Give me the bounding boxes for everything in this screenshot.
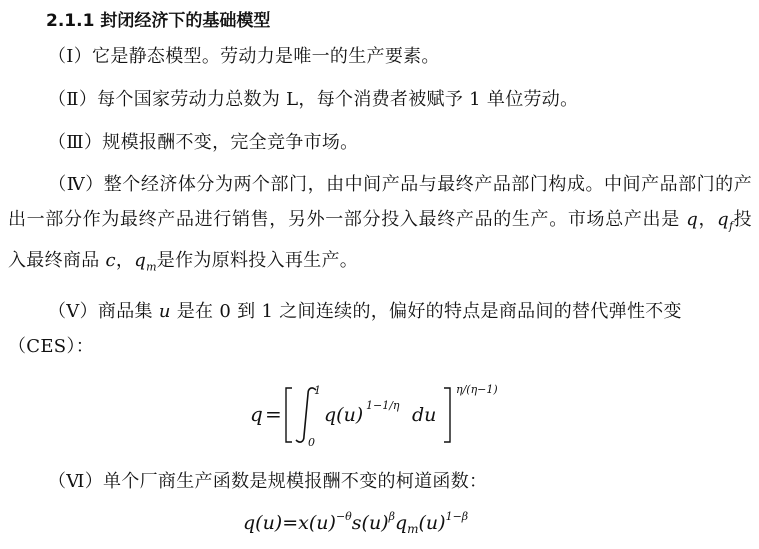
pf-equals: = [282,512,299,534]
assumption-2 [8,83,752,118]
production-function-formula [243,510,468,536]
assumption-5-text-b: 是在 0 到 1 之间连续的，偏好的特点是商品间的替代弹性不变（CES）： [8,301,682,357]
left-bracket [286,388,292,442]
pf-x: x(u) [298,512,336,534]
pf-s-exponent: β [388,510,395,523]
pf-qm-base: q [394,512,408,534]
assumption-1-text: 它是静态模型。劳动力是唯一的生产要素。 [92,46,440,67]
assumption-4-text-c: 是作为原料投入再生产。 [156,249,359,271]
ces-formula [250,380,520,450]
assumption-4-marker: （Ⅳ） [48,174,104,195]
pf-qm-exponent: 1−β [445,510,469,523]
separator: ， [115,249,135,271]
assumption-1 [8,40,752,75]
assumption-2-marker: （Ⅱ） [48,89,98,110]
pf-lhs: q(u) [243,512,283,534]
formula-equals: = [265,402,282,426]
assumption-3-text: 规模报酬不变，完全竞争市场。 [102,132,359,153]
variable-qm: $q_m$ [134,249,157,274]
pf-qm-sub: m [407,522,419,536]
assumption-6-marker: （Ⅵ） [48,471,104,492]
outer-exponent: η/(η−1) [456,383,498,396]
differential: du [412,404,437,426]
assumption-4 [8,168,752,285]
assumption-6 [8,465,752,500]
assumption-4-text-b: 投入最终商品 [8,208,752,271]
assumption-6-text: 单个厂商生产函数是规模报酬不变的柯道函数： [103,471,488,492]
assumption-2-text: 每个国家劳动力总数为 L，每个消费者被赋予 1 单位劳动。 [97,89,579,110]
variable-u: u [158,301,171,322]
integral-lower-limit: 0 [308,436,315,449]
integral-upper-limit: 1 [314,384,321,397]
inner-exponent: 1−1/η [366,399,400,412]
section-heading: 2.1.1 封闭经济下的基础模型 [46,11,271,31]
variable-q: q [686,208,699,230]
separator: ， [698,208,718,230]
assumption-1-marker: （Ⅰ） [48,46,93,67]
integrand: q(u) [324,404,364,426]
right-bracket [444,388,450,442]
integral-sign [296,388,316,442]
variable-c: c [105,249,116,271]
pf-s: s(u) [351,512,389,534]
pf-x-exponent: −θ [335,510,352,523]
assumption-3 [8,126,752,161]
variable-qf: $q_f$ [717,208,734,233]
pf-qm-arg: (u) [418,512,446,534]
formula-lhs: q [250,402,263,426]
assumption-5-text-a: 商品集 [97,301,159,322]
assumption-5 [8,295,752,364]
assumption-3-marker: （Ⅲ） [48,132,103,153]
assumption-5-marker: （Ⅴ） [48,301,98,322]
assumption-4-text-a: 整个经济体分为两个部门，由中间产品与最终产品部门构成。中间产品部门的产出一部分作为最终产品进行销售，另外一部分投入最终产品的生产。市场总产出是 [8,174,752,230]
